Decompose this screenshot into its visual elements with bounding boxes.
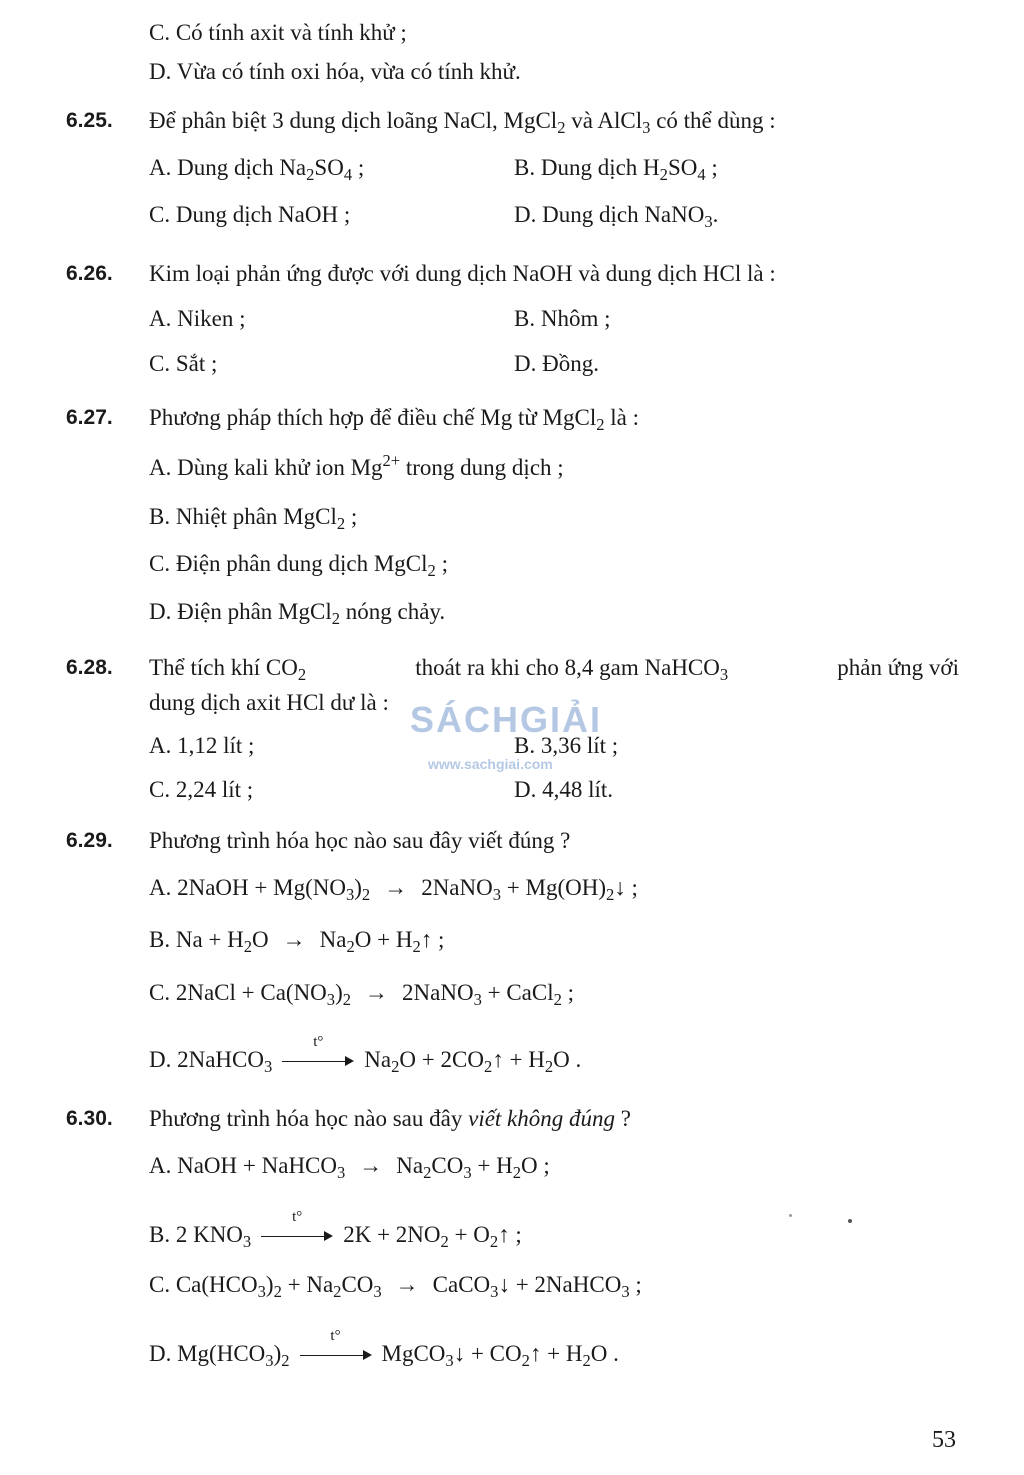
watermark-brand: SÁCHGIẢI — [410, 699, 603, 740]
question-number-6-25: 6.25. — [66, 109, 113, 132]
option-d-6-30: D. $Mg(HCO_3)_2$ t° MgCO$_3$↓ + $CO_2↑ + H_2O$ . — [149, 1327, 619, 1370]
reaction-arrow: → — [384, 875, 408, 900]
gas-arrow: ↑ — [498, 1222, 510, 1247]
scan-speck — [789, 1214, 792, 1217]
option-c-6-26: C. Sắt ; — [149, 351, 218, 376]
option-a-6-30: A. NaOH + NaHCO$_3$ → $Na_2CO_3 + H_2O$ ; — [149, 1153, 550, 1182]
heat-arrow: t° — [261, 1227, 333, 1247]
option-a-6-26: A. Niken ; — [149, 306, 246, 331]
watermark — [410, 700, 602, 772]
option-d-6-27: D. Điện phân MgCl$_2$ nóng chảy. — [149, 599, 446, 628]
question-number-6-29: 6.29. — [66, 829, 113, 852]
question-number-6-30: 6.30. — [66, 1107, 113, 1130]
question-stem-6-26: Kim loại phản ứng được với dung dịch NaOH và dung dịch HCl là : — [149, 261, 776, 286]
question-stem-6-28: Thể tích khí $CO_2$ thoát ra khi cho 8,4 gam NaHCO$_3$ phản ứng với — [149, 655, 959, 684]
question-number-6-28: 6.28. — [66, 656, 113, 679]
option-b-6-30: B. 2 $KNO_3$ t° $2K + 2NO_2$ + $O_2↑$ ; — [149, 1208, 522, 1251]
reaction-arrow: → — [395, 1272, 419, 1297]
reaction-arrow: → — [282, 927, 306, 952]
option-c-6-30: C. $Ca(HCO_3)_2 + Na_2CO_3$ → CaCO$_3$↓ + 2NaHCO$_3$ ; — [149, 1272, 642, 1301]
option-c-6-25: C. Dung dịch NaOH ; — [149, 202, 351, 227]
option-b-6-25: B. Dung dịch $H_2SO_4$ ; — [514, 155, 718, 184]
scan-speck — [848, 1219, 852, 1223]
option-b-6-27: B. Nhiệt phân MgCl$_2$ ; — [149, 504, 358, 533]
gas-arrow: ↑ — [529, 1341, 542, 1366]
option-a-6-28: A. 1,12 lít ; — [149, 733, 255, 758]
option-d-prev: D. Vừa có tính oxi hóa, vừa có tính khử. — [149, 59, 521, 84]
question-stem-6-27: Phương pháp thích hợp để điều chế Mg từ MgCl$_2$ là : — [149, 405, 640, 434]
option-b-6-28: B. 3,36 lít ; — [514, 733, 619, 758]
question-stem-6-25: Để phân biệt 3 dung dịch loãng NaCl, MgCl$_2$ và AlCl$_3$ có thể dùng : — [149, 108, 776, 137]
option-d-6-28: D. 4,48 lít. — [514, 777, 614, 802]
option-d-6-26: D. Đồng. — [514, 351, 599, 376]
gas-arrow: ↑ — [492, 1047, 504, 1072]
question-stem-6-28-line2: dung dịch axit HCl dư là : — [149, 690, 389, 715]
precipitate-arrow: ↓ — [498, 1272, 510, 1297]
question-stem-6-29: Phương trình hóa học nào sau đây viết đúng ? — [149, 828, 571, 853]
reaction-arrow: → — [359, 1153, 383, 1178]
option-c-6-29: C. 2NaCl + $Ca(NO_3)_2$ → 2NaNO$_3$ + CaCl$_2$ ; — [149, 980, 575, 1009]
option-d-6-29: D. 2NaHCO$_3$ t° $Na_2O$ + $2CO_2↑ + H_2O$ . — [149, 1033, 582, 1076]
question-stem-6-30: Phương trình hóa học nào sau đây viết không đúng ? — [149, 1106, 631, 1131]
question-number-6-27: 6.27. — [66, 406, 113, 429]
option-a-6-29: A. 2NaOH + $Mg(NO_3)_2$ → 2NaNO$_3$ + $Mg(OH)_2↓$ ; — [149, 875, 638, 904]
option-c-6-28: C. 2,24 lít ; — [149, 777, 254, 802]
heat-arrow: t° — [300, 1346, 372, 1366]
option-a-6-25: A. Dung dịch $Na_2SO_4$ ; — [149, 155, 365, 184]
precipitate-arrow: ↓ — [453, 1341, 466, 1366]
watermark-url: www.sachgiai.com — [428, 756, 553, 772]
page-number: 53 — [932, 1427, 956, 1453]
option-b-6-26: B. Nhôm ; — [514, 306, 611, 331]
option-a-6-27: A. Dùng kali khử ion $Mg^{2+}$ trong dung dịch ; — [149, 450, 564, 480]
reaction-arrow: → — [365, 980, 389, 1005]
option-b-6-29: B. $Na + H_2O \to Na_2O$ + $H_2↑$ ; — [149, 927, 445, 956]
option-d-6-25: D. Dung dịch NaNO$_3$. — [514, 202, 719, 231]
option-c-6-27: C. Điện phân dung dịch MgCl$_2$ ; — [149, 551, 448, 580]
precipitate-arrow: ↓ — [614, 875, 626, 900]
gas-arrow: ↑ — [420, 927, 433, 952]
question-number-6-26: 6.26. — [66, 262, 113, 285]
option-c-prev: C. Có tính axit và tính khử ; — [149, 20, 407, 45]
heat-arrow: t° — [282, 1052, 354, 1072]
